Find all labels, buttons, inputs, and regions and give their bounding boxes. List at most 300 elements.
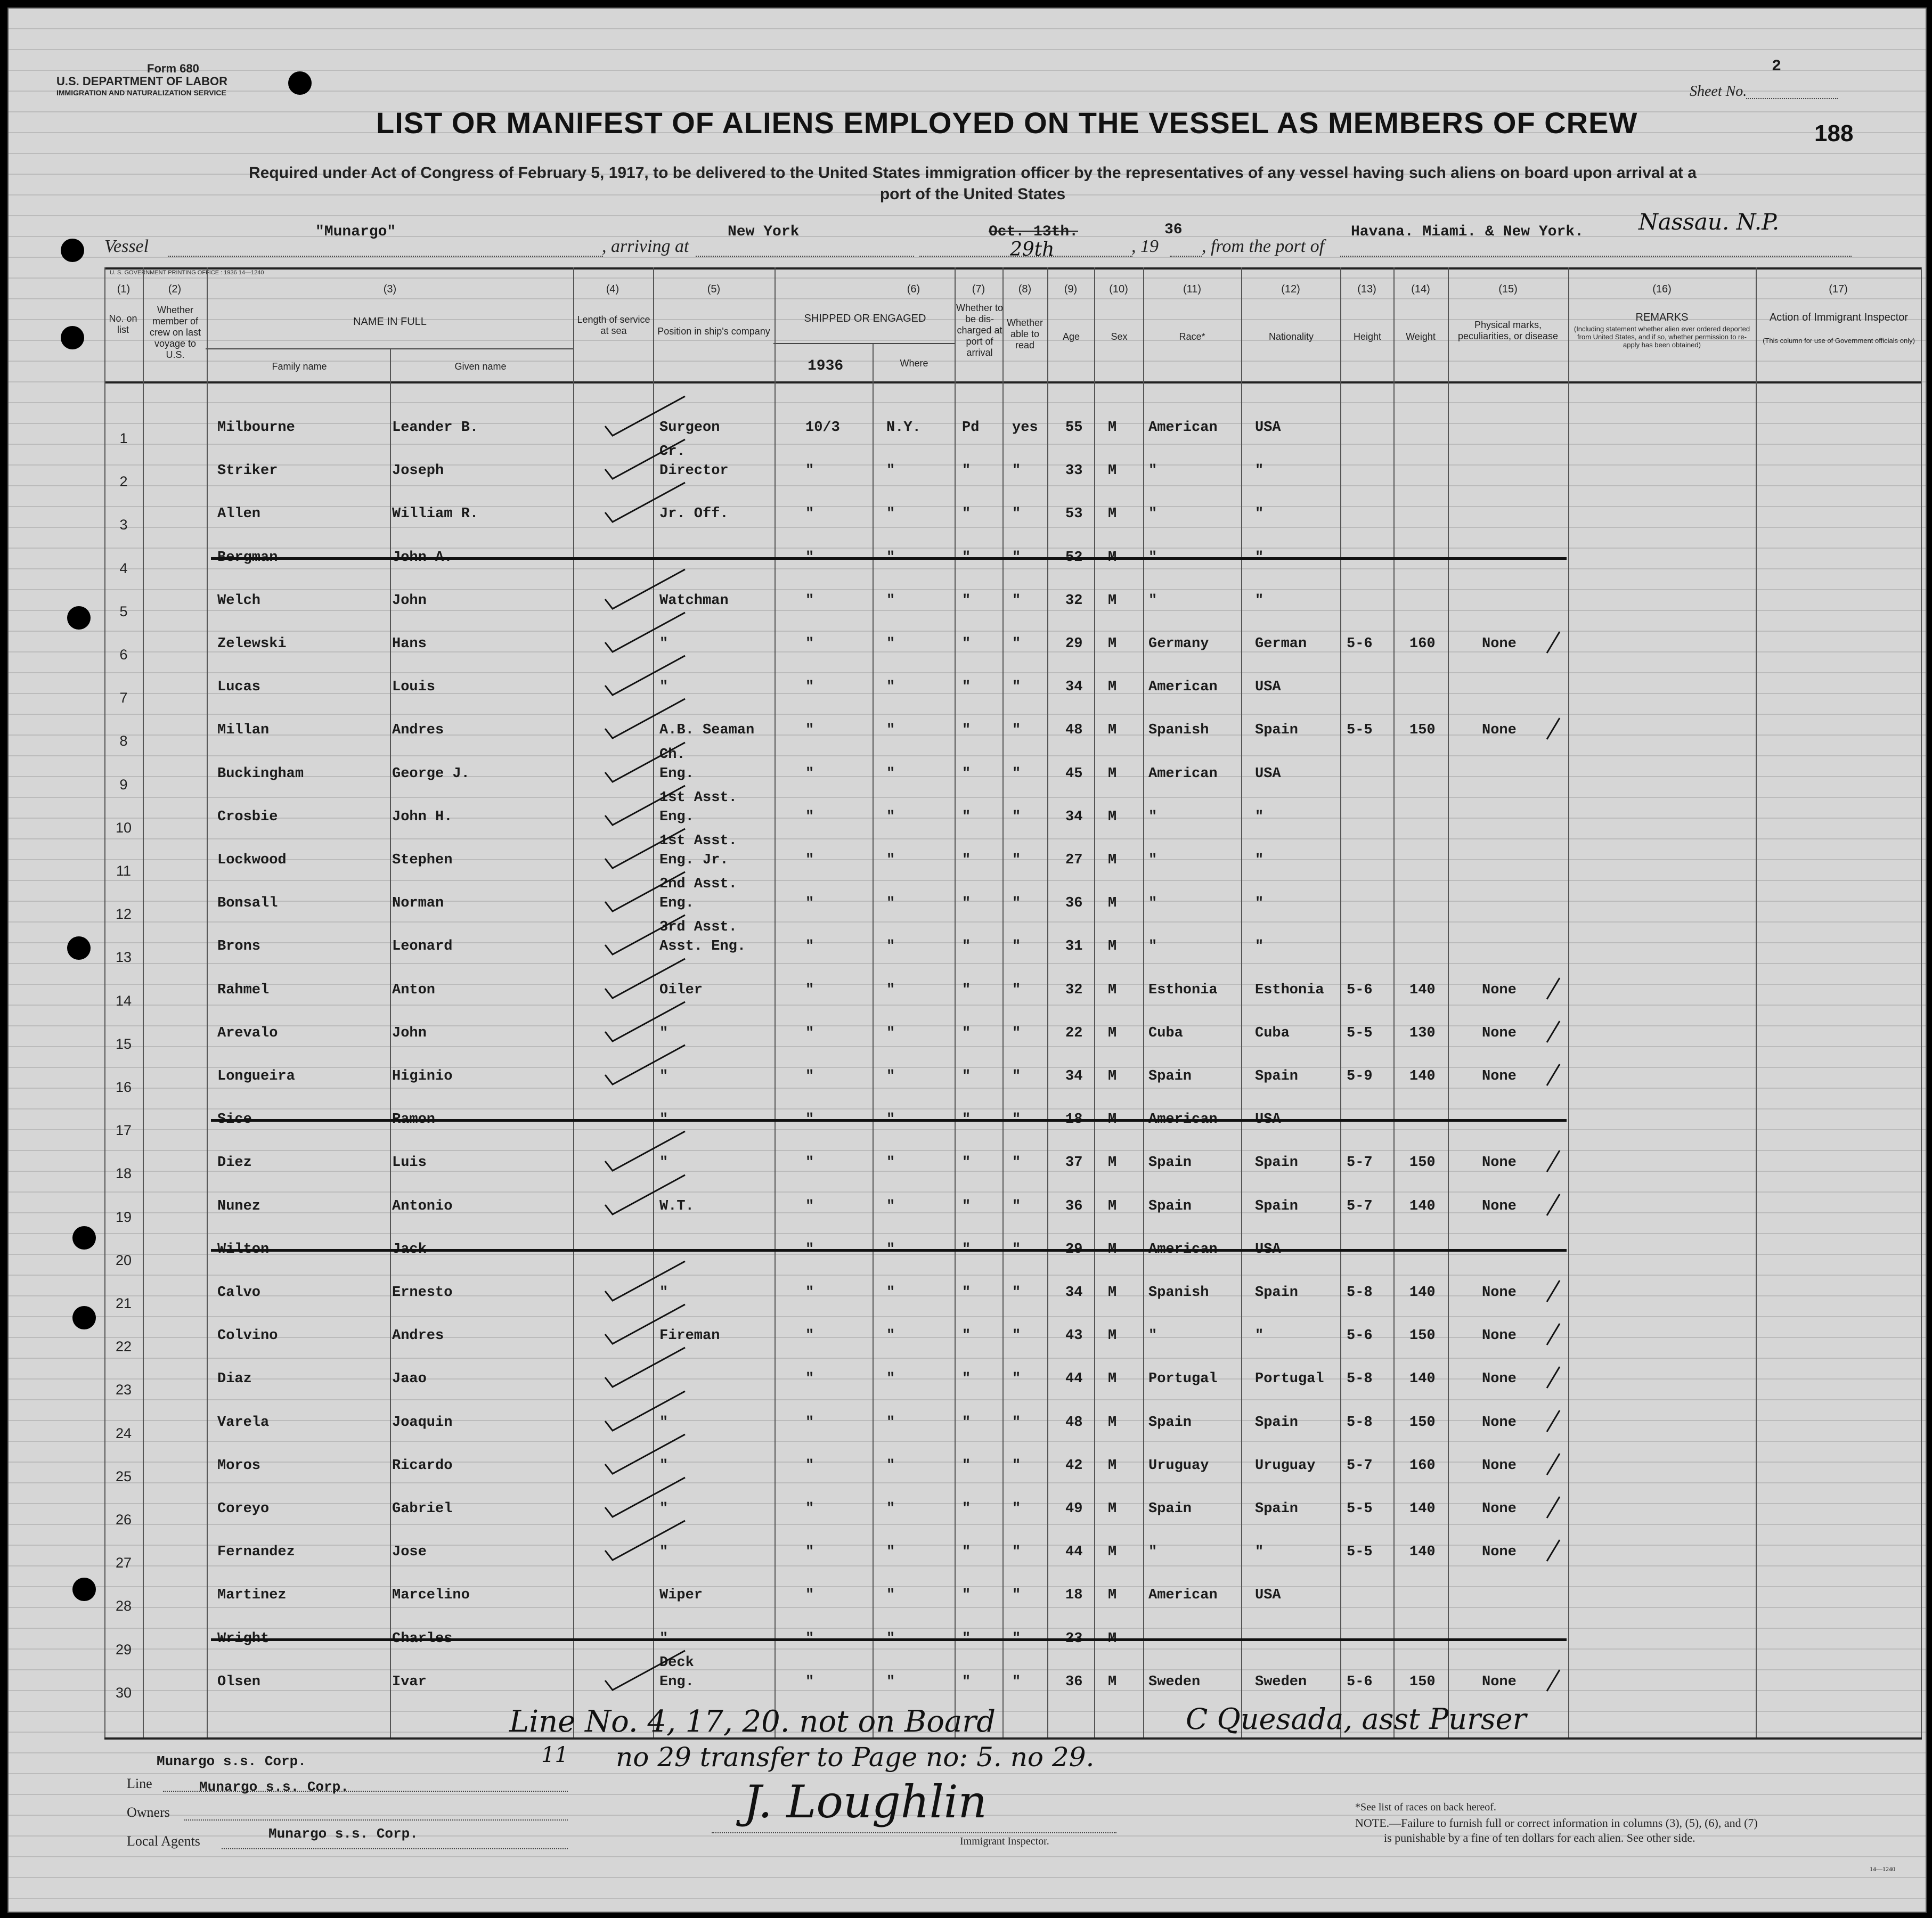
discharged: " (962, 765, 971, 782)
weight: 140 (1409, 1068, 1436, 1084)
family-name: Lockwood (217, 852, 287, 868)
family-name: Sice (217, 1112, 252, 1128)
age: 29 (1065, 636, 1083, 652)
sex: M (1108, 722, 1117, 739)
position: " (659, 636, 669, 652)
age: 45 (1065, 765, 1083, 782)
shipped-when: " (805, 1025, 814, 1041)
column-number: (9) (1064, 283, 1078, 295)
shipped-when: " (805, 1155, 814, 1171)
column-rule (1756, 267, 1757, 1737)
row-number: 26 (115, 1512, 132, 1528)
race: Spain (1148, 1501, 1192, 1517)
position: Asst. Eng. (659, 938, 746, 955)
shipped-where: " (886, 809, 895, 825)
able-to-read: " (1012, 722, 1021, 739)
position: Watchman (659, 592, 729, 609)
nationality: Spain (1255, 1198, 1299, 1214)
weight: 150 (1409, 722, 1436, 739)
discharged: " (962, 895, 971, 912)
checkmark-icon (600, 1172, 690, 1220)
col-head-marks: Physical marks, peculiarities, or disease (1457, 320, 1559, 341)
nationality: USA (1255, 420, 1281, 436)
shipped-when: " (805, 636, 814, 652)
owners-rule (184, 1819, 568, 1821)
punch-hole (67, 606, 91, 630)
sex: M (1108, 1414, 1117, 1431)
physical-marks: None (1482, 722, 1517, 739)
position: W.T. (659, 1198, 694, 1214)
shipped-when: " (805, 1587, 814, 1604)
height: 5-5 (1347, 1544, 1373, 1561)
family-name: Calvo (217, 1285, 261, 1301)
row-number: 1 (119, 430, 128, 446)
age: 32 (1065, 982, 1083, 998)
row-number: 29 (115, 1641, 132, 1658)
shipped-where: " (886, 982, 895, 998)
checkmark-icon (600, 1431, 690, 1479)
able-to-read: " (1012, 765, 1021, 782)
race: Spain (1148, 1068, 1192, 1084)
from-ports-handwritten: Nassau. N.P. (1638, 209, 1780, 235)
shipped-where: " (886, 938, 895, 955)
nationality: " (1255, 506, 1264, 523)
age: 36 (1065, 895, 1083, 912)
sex: M (1108, 1155, 1117, 1171)
height: 5-8 (1347, 1285, 1373, 1301)
shipped-when: " (805, 1198, 814, 1214)
able-to-read: " (1012, 895, 1021, 912)
row-number: 12 (115, 906, 132, 923)
discharged: Pd (962, 420, 980, 436)
given-name: Anton (392, 982, 436, 998)
shipped-where: " (886, 1285, 895, 1301)
position: Eng. (659, 765, 694, 782)
given-name: Hans (392, 636, 427, 652)
column-number: (6) (907, 283, 920, 295)
punch-hole (288, 71, 312, 95)
shipped-where: " (886, 895, 895, 912)
shipped-when: " (805, 982, 814, 998)
date-handwritten: 29th (1010, 239, 1055, 260)
physical-marks: None (1482, 1198, 1517, 1214)
position-line-above: 1st Asst. (659, 789, 737, 806)
race: Uruguay (1148, 1457, 1209, 1474)
row-number: 20 (115, 1252, 132, 1268)
checkmark-icon (600, 1517, 690, 1565)
col-head-family: Family name (272, 361, 327, 372)
tick-mark-icon (1543, 1192, 1564, 1219)
family-name: Zelewski (217, 636, 287, 652)
age: 52 (1065, 549, 1083, 566)
position: " (659, 1155, 669, 1171)
row-number: 10 (115, 819, 132, 836)
able-to-read: " (1012, 938, 1021, 955)
weight: 160 (1409, 1457, 1436, 1474)
arriving-line (696, 256, 914, 257)
shipped-when: " (805, 549, 814, 566)
age: 48 (1065, 1414, 1083, 1431)
row-number: 23 (115, 1382, 132, 1398)
discharged: " (962, 463, 971, 479)
age: 33 (1065, 463, 1083, 479)
nationality: " (1255, 592, 1264, 609)
subtitle-line-1: Required under Act of Congress of February 5, 1917, to be delivered to the United States immigration officer by the representatives of any vessel having such aliens on board upon arrival at a (249, 164, 1697, 182)
from-line (1340, 256, 1852, 257)
fine-note-2: is punishable by a fine of ten dollars for each alien. See other side. (1384, 1831, 1695, 1844)
checkmark-icon (600, 999, 690, 1047)
shipped-where: " (886, 852, 895, 868)
sex: M (1108, 1241, 1117, 1258)
col-head-nationality: Nationality (1268, 331, 1314, 342)
checkmark-icon (600, 1647, 690, 1695)
age: 34 (1065, 1068, 1083, 1084)
family-name: Crosbie (217, 809, 278, 825)
able-to-read: " (1012, 982, 1021, 998)
checkmark-icon (600, 739, 690, 787)
agents-rule (222, 1848, 568, 1849)
position-line-above: 3rd Asst. (659, 919, 737, 936)
weight: 130 (1409, 1025, 1436, 1041)
column-rule (1393, 267, 1395, 1737)
race: Spain (1148, 1155, 1192, 1171)
tick-mark-icon (1543, 1365, 1564, 1391)
age: 36 (1065, 1674, 1083, 1690)
shipped-when: " (805, 895, 814, 912)
column-number: (5) (707, 283, 721, 295)
sex: M (1108, 1457, 1117, 1474)
given-name: Joaquin (392, 1414, 453, 1431)
family-name: Bergman (217, 549, 278, 566)
race: American (1148, 679, 1218, 696)
sex: M (1108, 463, 1117, 479)
column-rule (104, 267, 105, 1737)
column-number: (4) (606, 283, 619, 295)
col-head-read: Whether able to read (1006, 317, 1044, 350)
sex: M (1108, 1544, 1117, 1561)
discharged: " (962, 1241, 971, 1258)
row-number: 15 (115, 1035, 132, 1052)
from-ports: Havana. Miami. & New York. (1351, 224, 1584, 240)
age: 29 (1065, 1241, 1083, 1258)
vessel-name: "Munargo" (315, 224, 396, 240)
able-to-read: " (1012, 852, 1021, 868)
position: " (659, 1068, 669, 1084)
checkmark-icon (600, 1128, 690, 1176)
nationality: USA (1255, 1112, 1281, 1128)
checkmark-icon (600, 609, 690, 657)
able-to-read: " (1012, 809, 1021, 825)
year-prefix: , 19 (1131, 236, 1159, 256)
given-name: Ramon (392, 1112, 436, 1128)
strike-through-line (211, 1249, 1567, 1252)
shipped-where: " (886, 1241, 895, 1258)
age: 34 (1065, 809, 1083, 825)
column-number: (2) (168, 283, 182, 295)
column-rule (143, 267, 144, 1737)
owners-label: Owners (127, 1805, 170, 1820)
nationality: " (1255, 895, 1264, 912)
race: Cuba (1148, 1025, 1183, 1041)
age: 22 (1065, 1025, 1083, 1041)
given-name: Leonard (392, 938, 453, 955)
position: " (659, 1285, 669, 1301)
age: 32 (1065, 592, 1083, 609)
given-name: Joseph (392, 463, 444, 479)
given-name: John (392, 1025, 427, 1041)
sex: M (1108, 636, 1117, 652)
physical-marks: None (1482, 1544, 1517, 1561)
row-number: 11 (116, 863, 132, 879)
checkmark-icon (600, 1474, 690, 1522)
discharged: " (962, 722, 971, 739)
row-number: 5 (119, 603, 128, 619)
shipped-where: " (886, 1674, 895, 1690)
shipped-when: " (805, 765, 814, 782)
age: 55 (1065, 420, 1083, 436)
discharged: " (962, 852, 971, 868)
form-code: 14—1240 (1870, 1865, 1895, 1873)
height: 5-5 (1347, 1025, 1373, 1041)
checkmark-icon (600, 826, 690, 874)
sheet-number: 2 (1772, 58, 1782, 76)
nationality: Sweden (1255, 1674, 1307, 1690)
column-number: (8) (1018, 283, 1032, 295)
row-number: 27 (115, 1555, 132, 1571)
shipped-when: " (805, 809, 814, 825)
arriving-port: New York (728, 224, 800, 240)
shipped-where: " (886, 1112, 895, 1128)
position: Jr. Off. (659, 506, 729, 523)
column-rule (1568, 267, 1569, 1737)
able-to-read: yes (1012, 420, 1038, 436)
sex: M (1108, 1112, 1117, 1128)
shipped-when: " (805, 1285, 814, 1301)
agents-label: Local Agents (127, 1833, 200, 1849)
note-prefix: 11 (541, 1743, 568, 1767)
able-to-read: " (1012, 636, 1021, 652)
sheet-line (1746, 98, 1838, 99)
shipped-where: " (886, 1371, 895, 1388)
col-head-race: Race* (1179, 331, 1205, 342)
column-rule (1143, 267, 1144, 1737)
given-name: John A. (392, 549, 453, 566)
given-name: Leander B. (392, 420, 479, 436)
given-name: Ivar (392, 1674, 427, 1690)
given-name: Gabriel (392, 1501, 453, 1517)
shipped-where: " (886, 765, 895, 782)
signature-rule (712, 1832, 1116, 1833)
discharged: " (962, 1328, 971, 1344)
able-to-read: " (1012, 1025, 1021, 1041)
position-line-above: Cr. (659, 444, 686, 460)
race: " (1148, 506, 1157, 523)
able-to-read: " (1012, 1544, 1021, 1561)
family-name: Millan (217, 722, 270, 739)
tick-mark-icon (1543, 1451, 1564, 1478)
races-note: *See list of races on back hereof. (1355, 1801, 1496, 1813)
shipped-when: " (805, 1068, 814, 1084)
tick-mark-icon (1543, 1321, 1564, 1348)
physical-marks: None (1482, 982, 1517, 998)
row-number: 25 (115, 1468, 132, 1484)
punch-hole (72, 1306, 96, 1329)
age: 48 (1065, 722, 1083, 739)
able-to-read: " (1012, 1630, 1021, 1647)
able-to-read: " (1012, 1501, 1021, 1517)
checkmark-icon (600, 912, 690, 960)
col-head-shipped: SHIPPED OR ENGAGED (804, 313, 926, 324)
row-number: 18 (115, 1165, 132, 1182)
tick-mark-icon (1543, 1062, 1564, 1089)
age: 31 (1065, 938, 1083, 955)
row-number: 6 (119, 647, 128, 663)
col-head-remarks: REMARKS (1635, 312, 1689, 323)
row-number: 2 (119, 474, 128, 490)
punch-hole (72, 1578, 96, 1601)
note-purser: C Quesada, asst Purser (1186, 1702, 1527, 1736)
col-head-action-note: (This column for use of Government officials only) (1763, 337, 1915, 345)
weight: 160 (1409, 636, 1436, 652)
race: American (1148, 765, 1218, 782)
nationality: " (1255, 463, 1264, 479)
physical-marks: None (1482, 1328, 1517, 1344)
able-to-read: " (1012, 1674, 1021, 1690)
row-number: 8 (119, 733, 128, 749)
sex: M (1108, 1328, 1117, 1344)
discharged: " (962, 592, 971, 609)
family-name: Arevalo (217, 1025, 278, 1041)
height: 5-7 (1347, 1198, 1373, 1214)
race: " (1148, 549, 1157, 566)
checkmark-icon (600, 1344, 690, 1392)
col-head-age: Age (1062, 331, 1080, 342)
shipped-where: " (886, 592, 895, 609)
shipped-where: " (886, 679, 895, 696)
column-number: (15) (1498, 283, 1518, 295)
shipped-where: " (886, 1630, 895, 1647)
given-name: Ricardo (392, 1457, 453, 1474)
family-name: Varela (217, 1414, 270, 1431)
given-name: Norman (392, 895, 444, 912)
shipped-when: " (805, 506, 814, 523)
nationality: German (1255, 636, 1307, 652)
sex: M (1108, 1501, 1117, 1517)
age: 49 (1065, 1501, 1083, 1517)
column-rule (1340, 267, 1341, 1737)
column-rule (1448, 267, 1449, 1737)
row-number: 17 (115, 1122, 132, 1139)
strike-through-line (211, 1119, 1567, 1122)
age: 37 (1065, 1155, 1083, 1171)
given-name: Andres (392, 1328, 444, 1344)
header-bottom-rule (104, 381, 1922, 383)
tick-mark-icon (1543, 1148, 1564, 1175)
shipped-when: " (805, 722, 814, 739)
family-name: Striker (217, 463, 278, 479)
row-number: 14 (115, 992, 132, 1009)
checkmark-icon (600, 566, 690, 614)
physical-marks: None (1482, 1457, 1517, 1474)
given-name: Jack (392, 1241, 427, 1258)
agents-value: Munargo s.s. Corp. (268, 1826, 418, 1842)
tick-mark-icon (1543, 976, 1564, 1002)
position: Director (659, 463, 729, 479)
position: " (659, 1544, 669, 1561)
punch-hole (61, 239, 84, 262)
able-to-read: " (1012, 463, 1021, 479)
row-number: 30 (115, 1684, 132, 1701)
discharged: " (962, 1285, 971, 1301)
column-rule (1002, 267, 1004, 1737)
shipped-where: " (886, 1068, 895, 1084)
shipped-where: " (886, 1587, 895, 1604)
position: A.B. Seaman (659, 722, 755, 739)
discharged: " (962, 1674, 971, 1690)
discharged: " (962, 1112, 971, 1128)
able-to-read: " (1012, 1241, 1021, 1258)
shipped-when: " (805, 679, 814, 696)
race: Spain (1148, 1198, 1192, 1214)
position-line-above: Deck (659, 1654, 694, 1671)
able-to-read: " (1012, 1587, 1021, 1604)
strike-through-line (211, 557, 1567, 560)
tick-mark-icon (1543, 1538, 1564, 1564)
shipped-where: " (886, 463, 895, 479)
row-number: 19 (115, 1209, 132, 1225)
age: 53 (1065, 506, 1083, 523)
able-to-read: " (1012, 549, 1021, 566)
column-number: (3) (383, 283, 397, 295)
family-name: Milbourne (217, 420, 295, 436)
checkmark-icon (600, 782, 690, 830)
given-name: William R. (392, 506, 479, 523)
family-name: Coreyo (217, 1501, 270, 1517)
row-number: 4 (119, 560, 128, 576)
discharged: " (962, 679, 971, 696)
age: 36 (1065, 1198, 1083, 1214)
col-head-given: Given name (454, 361, 507, 372)
given-name: Higinio (392, 1068, 453, 1084)
checkmark-icon (600, 1042, 690, 1090)
column-number: (13) (1357, 283, 1376, 295)
able-to-read: " (1012, 1112, 1021, 1128)
sex: M (1108, 1198, 1117, 1214)
position: Eng. Jr. (659, 852, 729, 868)
col-head-remarks-note: (Including statement whether alien ever ordered deported from United States, and if so, whether permission to re-apply has been obtained) (1574, 325, 1750, 349)
inspector-signature: J. Loughlin (744, 1776, 987, 1828)
race: American (1148, 1112, 1218, 1128)
sex: M (1108, 506, 1117, 523)
age: 42 (1065, 1457, 1083, 1474)
position: " (659, 1630, 669, 1647)
shipped-when: " (805, 1112, 814, 1128)
shipped-where: " (886, 1544, 895, 1561)
col-head-weight: Weight (1406, 331, 1436, 342)
row-number: 28 (115, 1598, 132, 1614)
physical-marks: None (1482, 1501, 1517, 1517)
nationality: Esthonia (1255, 982, 1324, 998)
shipped-when: 10/3 (805, 420, 840, 436)
family-name: Longueira (217, 1068, 295, 1084)
tick-mark-icon (1543, 630, 1564, 656)
page-stamp: 188 (1814, 120, 1854, 146)
note-transfer: no 29 transfer to Page no: 5. no 29. (616, 1742, 1095, 1773)
age: 27 (1065, 852, 1083, 868)
sex: M (1108, 938, 1117, 955)
nationality: Spain (1255, 1501, 1299, 1517)
vessel-line (168, 256, 603, 257)
